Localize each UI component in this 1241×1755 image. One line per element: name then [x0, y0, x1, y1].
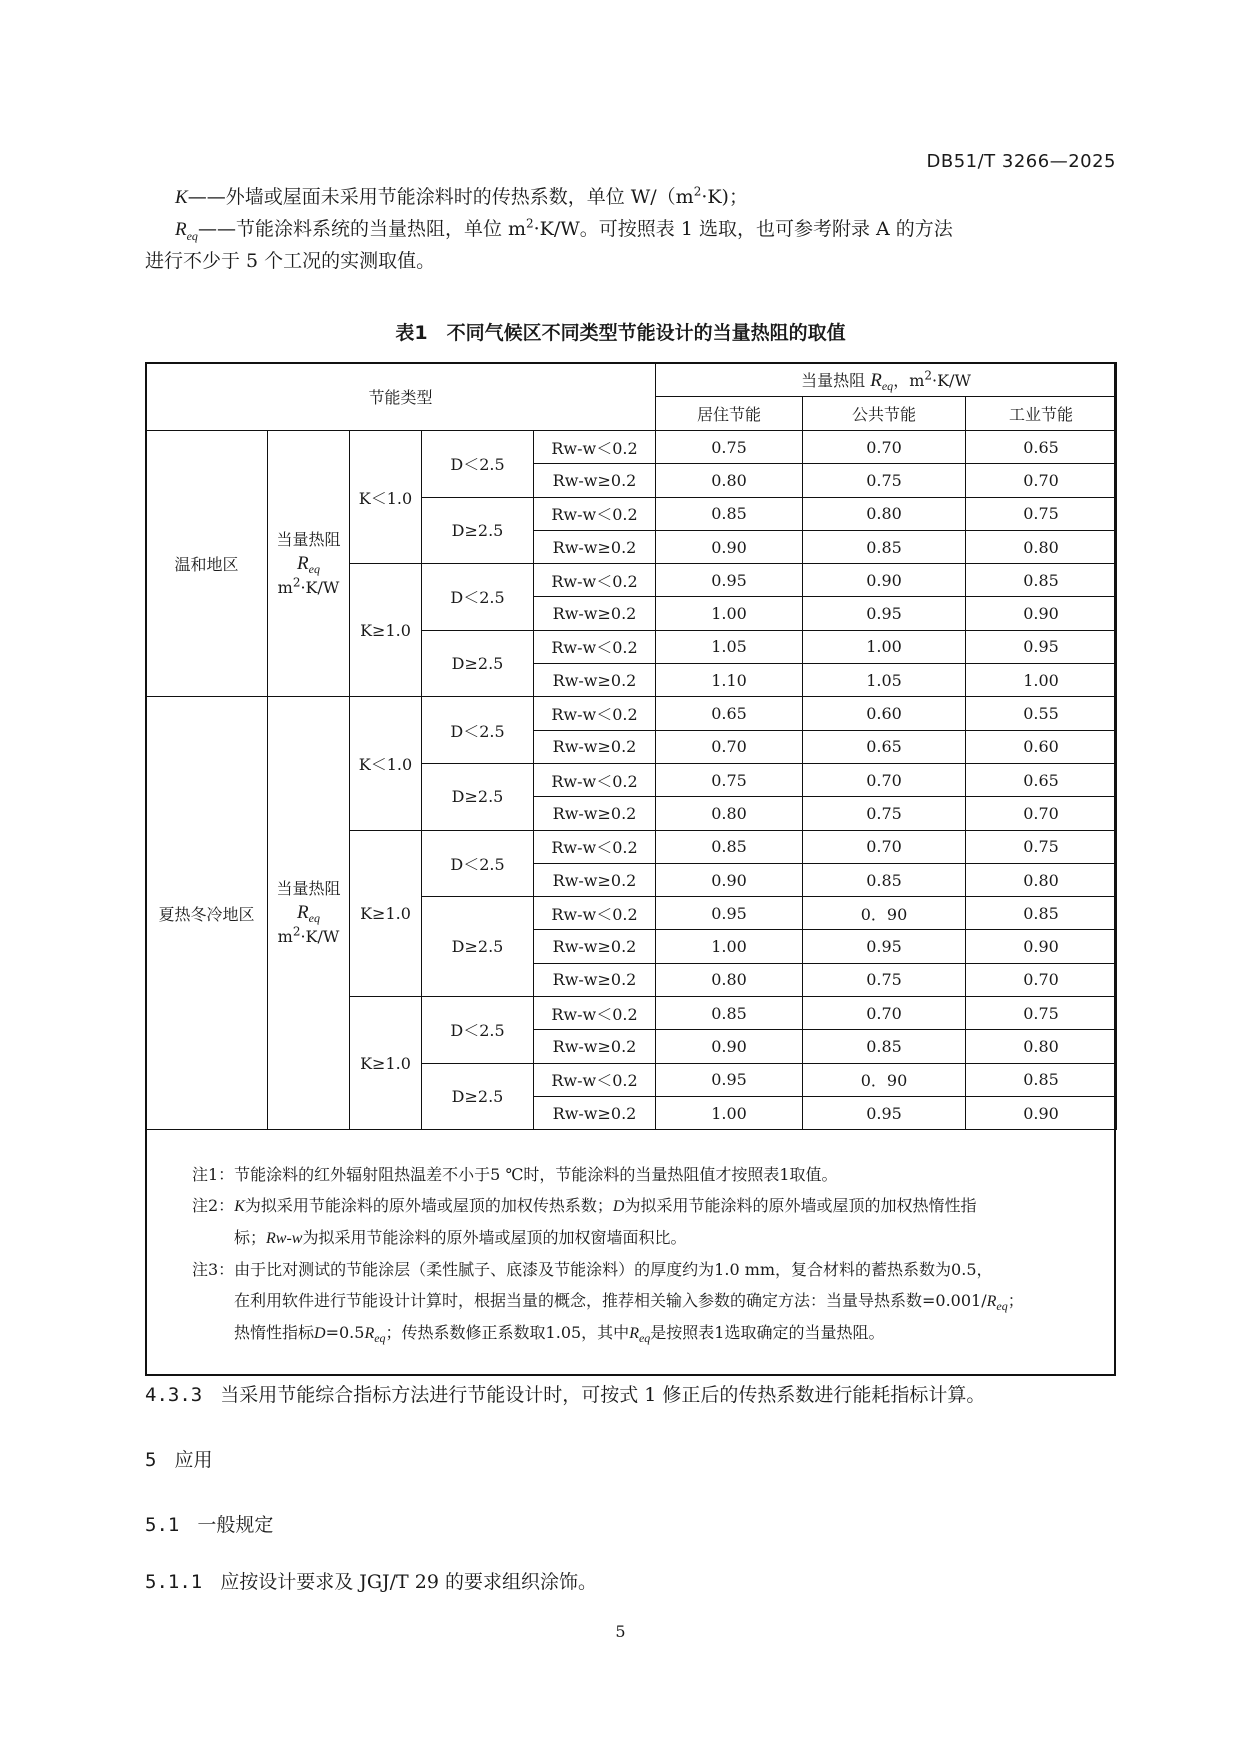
rw-cell: Rw-w＜0.2 [534, 763, 656, 796]
rw-cell: Rw-w≥0.2 [534, 730, 656, 763]
value-cell: 0.80 [966, 1030, 1117, 1063]
value-cell: 0.90 [966, 1096, 1117, 1129]
d-cell: D≥2.5 [422, 1063, 534, 1130]
d-cell: D≥2.5 [422, 630, 534, 697]
value-cell: 0.75 [966, 997, 1117, 1030]
req-label-cell: 当量热阻 $R_{eq}$ $m^2\cdot K/W$ [268, 697, 350, 1130]
value-cell: 0.95 [803, 597, 966, 630]
rw-cell: Rw-w≥0.2 [534, 664, 656, 697]
value-cell: 0.95 [656, 1063, 803, 1096]
value-cell: 0.75 [803, 464, 966, 497]
rw-cell: Rw-w＜0.2 [534, 564, 656, 597]
value-cell: 0.85 [656, 997, 803, 1030]
value-cell: 0.85 [803, 530, 966, 563]
k-cell: K＜1.0 [350, 697, 422, 830]
d-cell: D≥2.5 [422, 897, 534, 997]
value-cell: 1.10 [656, 664, 803, 697]
note-3: 注3：由于比对测试的节能涂层（柔性腻子、底漆及节能涂料）的厚度约为1.0 mm，复合材料的蓄热系数为0.5， [192, 1260, 993, 1279]
value-cell: 0.65 [966, 763, 1117, 796]
note-3-cont-2: 热惰性指标$D=0.5R_{eq}$；传热系数修正系数取1.05，其中$R_{eq}$是按照表1选取确定的当量热阻。 [234, 1323, 885, 1346]
value-cell: 0.75 [656, 763, 803, 796]
intro-line-req: $R_{eq}——$节能涂料系统的当量热阻，单位 $m^2\cdot K/W$。可按照表 1 选取，也可参考附录 A 的方法 [175, 216, 953, 243]
value-cell: 0.80 [966, 530, 1117, 563]
value-cell: 0.75 [966, 497, 1117, 530]
value-cell: 1.00 [656, 1096, 803, 1129]
rw-cell: Rw-w＜0.2 [534, 830, 656, 863]
rw-cell: Rw-w≥0.2 [534, 530, 656, 563]
value-cell: 0.75 [803, 963, 966, 996]
value-cell: 0.70 [966, 963, 1117, 996]
section-4-3-3: 4.3.3 当采用节能综合指标方法进行节能设计时，可按式 1 修正后的传热系数进行能耗指标计算。 [145, 1384, 986, 1406]
value-cell: 0.70 [656, 730, 803, 763]
value-cell: 0.70 [803, 997, 966, 1030]
note-3-cont-1: 在利用软件进行节能设计计算时，根据当量的概念，推荐相关输入参数的确定方法：当量导热系数$=0.001/R_{eq}$； [234, 1291, 1024, 1314]
intro-line-k: K——外墙或屋面未采用节能涂料时的传热系数，单位 $W/(m^2\cdot K)$； [175, 184, 748, 208]
value-cell: 0.65 [656, 697, 803, 730]
rw-cell: Rw-w≥0.2 [534, 930, 656, 963]
d-cell: D≥2.5 [422, 497, 534, 564]
d-cell: D＜2.5 [422, 697, 534, 764]
value-cell: 0.85 [966, 897, 1117, 930]
req-table [145, 362, 1117, 1130]
value-cell: 0.70 [803, 763, 966, 796]
k-cell: K≥1.0 [350, 830, 422, 996]
value-cell: 0.80 [966, 863, 1117, 896]
value-cell: 0.75 [656, 431, 803, 464]
value-cell: 1.00 [966, 664, 1117, 697]
value-cell: 0.90 [656, 1030, 803, 1063]
value-cell: 0.80 [656, 963, 803, 996]
d-cell: D＜2.5 [422, 564, 534, 631]
value-cell: 0.85 [656, 497, 803, 530]
rw-cell: Rw-w≥0.2 [534, 863, 656, 896]
table-title: 表1 不同气候区不同类型节能设计的当量热阻的取值 [395, 322, 846, 344]
rw-cell: Rw-w≥0.2 [534, 1096, 656, 1129]
value-cell: 0.65 [803, 730, 966, 763]
rw-cell: Rw-w≥0.2 [534, 597, 656, 630]
note-2-cont: 标；Rw-w为拟采用节能涂料的原外墙或屋顶的加权窗墙面积比。 [234, 1228, 687, 1247]
rw-cell: Rw-w＜0.2 [534, 497, 656, 530]
value-cell: 1.05 [803, 664, 966, 697]
value-cell: 0.90 [966, 930, 1117, 963]
value-cell: 0.70 [966, 464, 1117, 497]
col-header-public: 公共节能 [803, 397, 966, 431]
value-cell: 0．90 [803, 897, 966, 930]
rw-cell: Rw-w＜0.2 [534, 1063, 656, 1096]
value-cell: 0.80 [656, 797, 803, 830]
value-cell: 0.90 [656, 530, 803, 563]
value-cell: 0.70 [803, 431, 966, 464]
region-cell: 温和地区 [146, 431, 268, 697]
document-code: DB51/T 3266—2025 [926, 151, 1116, 172]
value-cell: 0.95 [803, 1096, 966, 1129]
rw-cell: Rw-w≥0.2 [534, 1030, 656, 1063]
value-cell: 0.85 [656, 830, 803, 863]
value-cell: 0.90 [803, 564, 966, 597]
d-cell: D＜2.5 [422, 830, 534, 897]
rw-cell: Rw-w＜0.2 [534, 897, 656, 930]
rw-cell: Rw-w＜0.2 [534, 630, 656, 663]
value-cell: 0.85 [966, 1063, 1117, 1096]
value-cell: 0.70 [966, 797, 1117, 830]
value-cell: 0.65 [966, 431, 1117, 464]
header-req: 当量热阻 $R_{eq}$，$m^2\cdot K/W$ [656, 363, 1117, 397]
rw-cell: Rw-w≥0.2 [534, 963, 656, 996]
value-cell: 0.75 [966, 830, 1117, 863]
page-number: 5 [615, 1622, 626, 1641]
rw-cell: Rw-w＜0.2 [534, 697, 656, 730]
rw-cell: Rw-w≥0.2 [534, 797, 656, 830]
value-cell: 0.55 [966, 697, 1117, 730]
section-5-1-heading: 5.1 一般规定 [145, 1514, 274, 1536]
d-cell: D≥2.5 [422, 763, 534, 830]
value-cell: 0.95 [966, 630, 1117, 663]
section-5-heading: 5 应用 [145, 1449, 213, 1471]
value-cell: 0.85 [803, 1030, 966, 1063]
value-cell: 0.95 [656, 564, 803, 597]
value-cell: 1.00 [656, 597, 803, 630]
value-cell: 0.70 [803, 830, 966, 863]
value-cell: 0.85 [966, 564, 1117, 597]
value-cell: 0.90 [966, 597, 1117, 630]
value-cell: 1.00 [656, 930, 803, 963]
value-cell: 0.60 [966, 730, 1117, 763]
req-label-cell: 当量热阻 $R_{eq}$ $m^2\cdot K/W$ [268, 431, 350, 697]
value-cell: 0.85 [803, 863, 966, 896]
value-cell: 0.75 [803, 797, 966, 830]
header-type: 节能类型 [146, 363, 656, 431]
d-cell: D＜2.5 [422, 997, 534, 1064]
value-cell: 0.60 [803, 697, 966, 730]
rw-cell: Rw-w＜0.2 [534, 431, 656, 464]
k-cell: K≥1.0 [350, 997, 422, 1130]
value-cell: 0.95 [656, 897, 803, 930]
note-1: 注1：节能涂料的红外辐射阻热温差不小于5 ℃时，节能涂料的当量热阻值才按照表1取值。 [192, 1165, 838, 1184]
k-cell: K≥1.0 [350, 564, 422, 697]
value-cell: 0.95 [803, 930, 966, 963]
table-notes [192, 1159, 1112, 1349]
rw-cell: Rw-w＜0.2 [534, 997, 656, 1030]
section-5-1-1: 5.1.1 应按设计要求及 JGJ/T 29 的要求组织涂饰。 [145, 1571, 597, 1593]
intro-line-3: 进行不少于 5 个工况的实测取值。 [145, 250, 436, 272]
value-cell: 0.80 [656, 464, 803, 497]
note-2: 注2：K为拟采用节能涂料的原外墙或屋顶的加权传热系数；D为拟采用节能涂料的原外墙或屋顶的加权热惰性指 [192, 1196, 977, 1215]
d-cell: D＜2.5 [422, 431, 534, 498]
value-cell: 0．90 [803, 1063, 966, 1096]
value-cell: 0.90 [656, 863, 803, 896]
value-cell: 1.05 [656, 630, 803, 663]
region-cell: 夏热冬冷地区 [146, 697, 268, 1130]
value-cell: 1.00 [803, 630, 966, 663]
rw-cell: Rw-w≥0.2 [534, 464, 656, 497]
value-cell: 0.80 [803, 497, 966, 530]
col-header-industrial: 工业节能 [966, 397, 1117, 431]
col-header-residential: 居住节能 [656, 397, 803, 431]
k-cell: K＜1.0 [350, 431, 422, 564]
